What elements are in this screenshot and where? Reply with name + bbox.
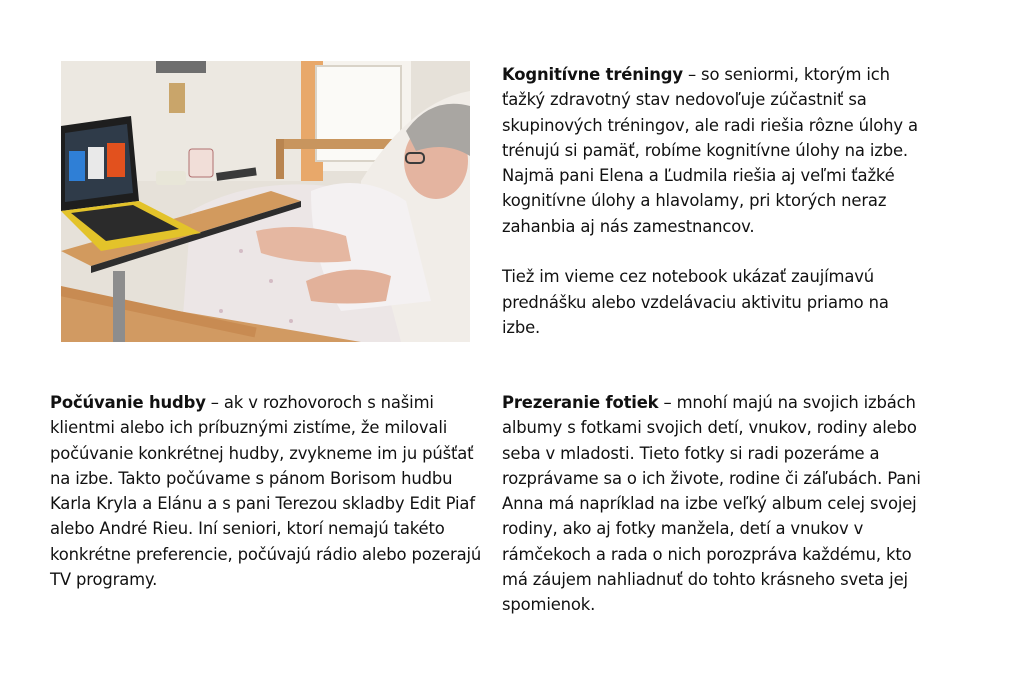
music-paragraph: [50, 390, 490, 592]
section-music-listening: [50, 390, 490, 592]
photos-paragraph: [502, 390, 922, 618]
section-cognitive-training: [502, 62, 922, 340]
section-photo-viewing: [502, 390, 922, 618]
cognitive-text: – so seniormi, ktorým ich ťažký zdravotný stav nedovoľuje zúčastniť sa skupinových tréningov, ale radi riešia rôzne úlohy a trénujú si pamäť, robíme kognitívne úlohy na izbe. Najmä pani Elena a Ľudmila riešia aj veľmi ťažké kognitívne úlohy a hlavolamy, pri ktorých neraz zahanbia aj nás zamestnancov.: [502, 65, 918, 236]
cognitive-heading: Kognitívne tréningy: [502, 65, 683, 84]
photos-heading: Prezeranie fotiek: [502, 393, 659, 412]
photo-illustration: [61, 61, 470, 342]
music-text: – ak v rozhovoroch s našimi klientmi alebo ich príbuznými zistíme, že milovali počúvanie konkrétnej hudby, zvykneme im ju púšťať na izbe. Takto počúvame s pánom Borisom hudbu Karla Kryla a Elánu a s pani Terezou skladby Edit Piaf alebo André Rieu. Iní seniori, ktorí nemajú takéto konkrétne preferencie, počúvajú rádio alebo pozerajú TV programy.: [50, 393, 482, 590]
senior-laptop-photo: [61, 61, 470, 342]
photos-text: – mnohí majú na svojich izbách albumy s fotkami svojich detí, vnukov, rodiny alebo seba v mladosti. Tieto fotky si radi pozeráme a rozprávame sa o ich živote, rodine či záľubách. Pani Anna má napríklad na izbe veľký album celej svojej rodiny, ako aj fotky manžela, detí a vnukov v rámčekoch a rada o nich porozpráva každému, kto má záujem nahliadnuť do tohto krásneho sveta jej spomienok.: [502, 393, 921, 615]
music-heading: Počúvanie hudby: [50, 393, 206, 412]
cognitive-paragraph: [502, 62, 922, 239]
cognitive-paragraph-2: Tiež im vieme cez notebook ukázať zaujímavú prednášku alebo vzdelávaciu aktivitu priamo na izbe.: [502, 267, 889, 337]
